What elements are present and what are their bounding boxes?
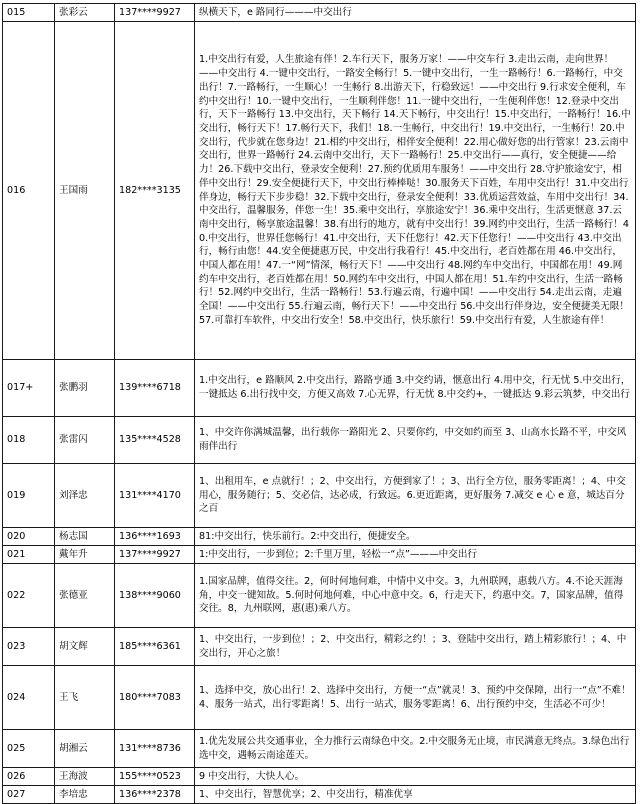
entry-number: 020: [3, 528, 55, 546]
entrant-name: 刘泽忠: [55, 464, 115, 528]
slogan-text: 81:中交出行，快乐前行。2:中交出行，便捷安全。: [195, 528, 636, 546]
entrant-phone: 137****9927: [115, 546, 195, 564]
entrant-phone: 131****4170: [115, 464, 195, 528]
entrant-phone: 138****9060: [115, 564, 195, 628]
entrant-name: 张德亚: [55, 564, 115, 628]
entrant-phone: 155****0523: [115, 768, 195, 786]
entry-number: 026: [3, 768, 55, 786]
entrant-phone: 182****3135: [115, 22, 195, 360]
table-row: [3, 417, 636, 464]
slogan-text: 1、中交出行，一步到位！；2、中交出行，精彩之约！；3、登陆中交出行，踏上精彩旅行！；4、中交出行，开心之旅！: [195, 628, 636, 666]
table-row: [3, 564, 636, 628]
entrant-name: 张鹏羽: [55, 360, 115, 417]
table-row: [3, 768, 636, 786]
slogan-text: 纵横天下，e 路同行———中交出行: [195, 4, 636, 22]
slogan-text: 1.国家品牌，值得交往。2，何时何地何难，中情中义中交。3，九州联网，惠载八方。4.不论天涯海角，中交一键知故。5.何时何地何难，中心中意中交。6，行走天下，约惠中交。7，国家品牌，值得交往。8，九州联网，惠(惠)乘八方。: [195, 564, 636, 628]
entry-number: 023: [3, 628, 55, 666]
entrant-name: 王飞: [55, 666, 115, 730]
entry-number: 016: [3, 22, 55, 360]
table-row: [3, 666, 636, 730]
slogan-text: 1.中交出行，e 路顺风 2.中交出行，路路亨通 3.中交约请，惬意出行 4.用中交，行无忧 5.中交出行，一键抵达 6.出行找中交，方便又高效 7.心无界，行无忧 8.中交约+，一键抵达 9.彩云筑梦，中交出行: [195, 360, 636, 417]
entrant-name: 张雷闪: [55, 417, 115, 464]
table-row: [3, 730, 636, 768]
table-row: [3, 360, 636, 417]
entry-number: 024: [3, 666, 55, 730]
entrant-name: 王国雨: [55, 22, 115, 360]
entrant-name: 胡文辉: [55, 628, 115, 666]
table-row: [3, 4, 636, 22]
entry-number: 021: [3, 546, 55, 564]
table-row: [3, 464, 636, 528]
table-row: [3, 628, 636, 666]
slogan-text: 9 中交出行，大快人心。: [195, 768, 636, 786]
slogan-text: 1.中交出行有爱，人生旅途有伴！2.车行天下，服务万家！——中交车行 3.走出云南，走向世界！——中交出行 4.一键中交出行，一路安全畅行！5.一键中交出行，一生一路畅行！6.一路畅行，中交出行！7.一路畅行，一生顺心！一生畅行 8.出游天下，行稳致远！——中交出行 9.行求安全便利，车约中交出行！10.一键中交出行，一生顺利伴您！11.一键中交出行，一生便利伴您！12.登录中交出行，天下一路畅行 13.中交出行，天下畅行 14.天下畅行，中交出行！15.中交出行，一路畅行！16.中交出行，畅行天下！17.畅行天下，我们！18.一生畅行，中交出行！19.中交出行，一生畅行！20.中交出行，代步就在您身边！21.相约中交出行，相伴安全便利！22.用心做好您的出行管家！23.云南中交出行，世界一路畅行 24.云南中交出行，天下一路畅行！25.中交出行——真行，安全便捷——给力！26.下载中交出行，登录安全便利！27.预约优质用车服务！——中交出行 28.守护旅途安宁，相伴中交出行！29.安全便捷行天下，中交出行棒棒哒！30.服务天下百姓，车用中交出行！31.中交出行伴身边，畅行天下步步稳！32.下载中交出行，登录安全便利！33.优质运营效益，车用中交出行！34.中交出行，温馨服务，伴您一生！35.乘中交出行，享旅途安宁！36.乘中交出行，生活更惬意 37.云南中交出行，畅享旅途温馨！38.有出行的地方，就有中交出行！39.网约中交出行，生活一路畅行！40.中交出行，世界任您畅行！41.中交出行，天下任您行！42.天下任您行！——中交出行 43.中交出行，畅行由您！44.安全便捷惠万民，中交出行我看行！45.中交出行，老百姓都在用 46.中交出行，中国人都在用！47.一“网”情深，畅行天下！——中交出行 48.网约车中交出行，中国都在用！49.网约车中交出行，老百姓都在用！50.网约车中交出行，中国人都在用！51.车约中交出行，生活一路畅行！52.网约中交出行，生活一路畅行！53.行遍云南，行遍中国！——中交出行 54.走出云南，走遍全国！——中交出行 55.行遍云南，畅行天下！——中交出行 56.中交出行伴身边，安全便捷美无限！57.可靠打车软件，中交出行安全！58.中交出行，快乐旅行！59.中交出行有爱，人生旅途有伴！: [195, 22, 636, 360]
slogan-entries-table: [2, 3, 636, 804]
entrant-phone: 137****9927: [115, 4, 195, 22]
entrant-phone: 139****6718: [115, 360, 195, 417]
entry-number: 022: [3, 564, 55, 628]
slogan-text: 1:中交出行，一步到位；2:千里万里，轻松一“点”———中交出行: [195, 546, 636, 564]
entrant-phone: 180****7083: [115, 666, 195, 730]
entry-number: 019: [3, 464, 55, 528]
entrant-phone: 136****1693: [115, 528, 195, 546]
entry-number: 017+: [3, 360, 55, 417]
table-body: [3, 4, 636, 804]
table-row: [3, 22, 636, 360]
entrant-phone: 131****8736: [115, 730, 195, 768]
entrant-name: 戴年升: [55, 546, 115, 564]
table-row: [3, 786, 636, 804]
entrant-name: 杨志国: [55, 528, 115, 546]
entrant-phone: 136****2378: [115, 786, 195, 804]
entrant-phone: 185****6361: [115, 628, 195, 666]
slogan-text: 1、中交许你满城温馨，出行载你一路阳光 2、只要你约，中交如约而至 3、山高水长路不平，中交风雨伴出行: [195, 417, 636, 464]
entrant-name: 胡湘云: [55, 730, 115, 768]
entry-number: 015: [3, 4, 55, 22]
slogan-text: 1.优先发展公共交通事业，全力推行云南绿色中交。2.中交服务无止境，市民满意无终点。3.绿色出行选中交，遇畅云南途莲天。: [195, 730, 636, 768]
entrant-phone: 135****4528: [115, 417, 195, 464]
table-row: [3, 546, 636, 564]
slogan-text: 1、中交出行，智慧优享；2、中交出行，精准优享: [195, 786, 636, 804]
slogan-text: 1、选择中交，放心出行！2、选择中交出行，方便一“点”就灵！3、预约中交保障，出行一“点”不难！4、服务一站式，出行零距离！5、出行一站式，服务零距离！6、出行预约中交，生活必不可少！: [195, 666, 636, 730]
entrant-name: 张彩云: [55, 4, 115, 22]
entrant-name: 李培忠: [55, 786, 115, 804]
entrant-name: 王海波: [55, 768, 115, 786]
entry-number: 027: [3, 786, 55, 804]
entry-number: 025: [3, 730, 55, 768]
entry-number: 018: [3, 417, 55, 464]
table-row: [3, 528, 636, 546]
slogan-text: 1、出租用车，e 点就行！；2、中交出行，方便到家了！；3、出行全方位，服务零距离！；4、中交用心，服务随行；5、交必信，达必成，行致远。6.更近距离，更好服务 7.减交 e 心 e 意，城达百分之百: [195, 464, 636, 528]
